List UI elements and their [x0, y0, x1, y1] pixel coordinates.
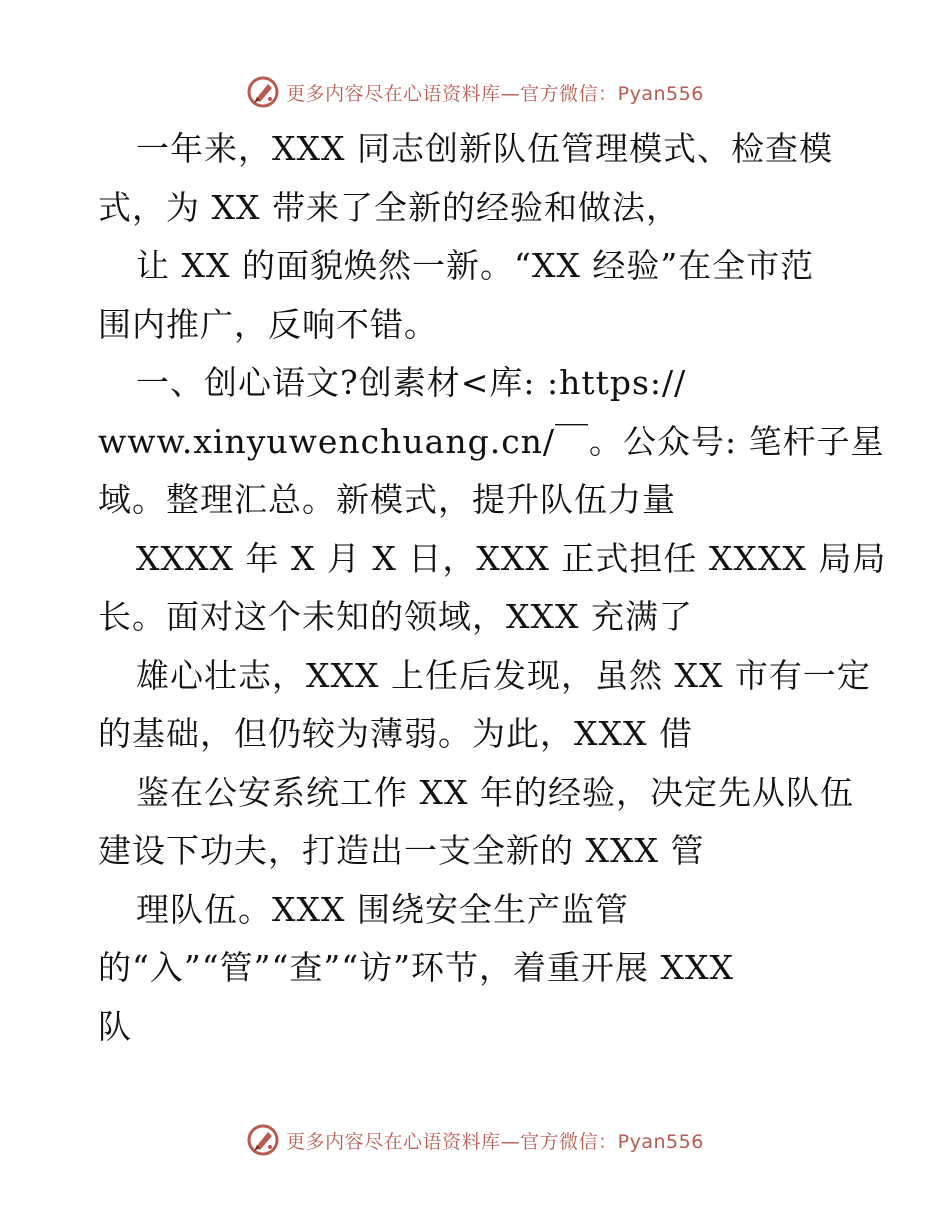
- text-line: 域。整理汇总。新模式，提升队伍力量: [98, 480, 676, 519]
- text-line: 让 XX 的面貌焕然一新。“XX 经验”在全市范: [136, 246, 815, 285]
- text-line: 建设下功夫，打造出一支全新的 XXX 管: [98, 831, 705, 870]
- text-line: 鉴在公安系统工作 XX 年的经验，决定先从队伍: [136, 772, 854, 812]
- pen-nib-logo-icon: [246, 1123, 280, 1157]
- text-line: 队: [98, 1006, 132, 1046]
- text-line: 理队伍。XXX 围绕安全生产监管: [136, 889, 629, 929]
- header-banner-text: 更多内容尽在心语资料库—官方微信：Pyan556: [286, 82, 704, 105]
- header-banner: [0, 72, 950, 112]
- text-line: 雄心壮志，XXX 上任后发现，虽然 XX 市有一定: [136, 655, 871, 695]
- text-line: 一、创心语文?创素材<库: :https://: [136, 363, 687, 402]
- text-line: www.xinyuwenchuang.cn/￣。公众号: 笔杆子星: [98, 421, 885, 461]
- text-line: 一年来，XXX 同志创新队伍管理模式、检查模: [136, 129, 833, 168]
- text-line: 的“入”“管”“查”“访”环节，着重开展 XXX: [98, 948, 734, 987]
- text-line: 围内推广，反响不错。: [98, 304, 438, 344]
- text-line: XXXX 年 X 月 X 日，XXX 正式担任 XXXX 局局: [136, 538, 887, 578]
- document-body: [98, 120, 887, 1056]
- footer-banner-text: 更多内容尽在心语资料库—官方微信：Pyan556: [286, 1130, 704, 1153]
- pen-nib-logo-icon: [246, 75, 280, 109]
- text-line: 长。面对这个未知的领域，XXX 充满了: [98, 597, 693, 636]
- text-line: 式，为 XX 带来了全新的经验和做法，: [98, 187, 680, 227]
- text-line: 的基础，但仍较为薄弱。为此，XXX 借: [98, 714, 693, 753]
- footer-banner: [0, 1120, 950, 1160]
